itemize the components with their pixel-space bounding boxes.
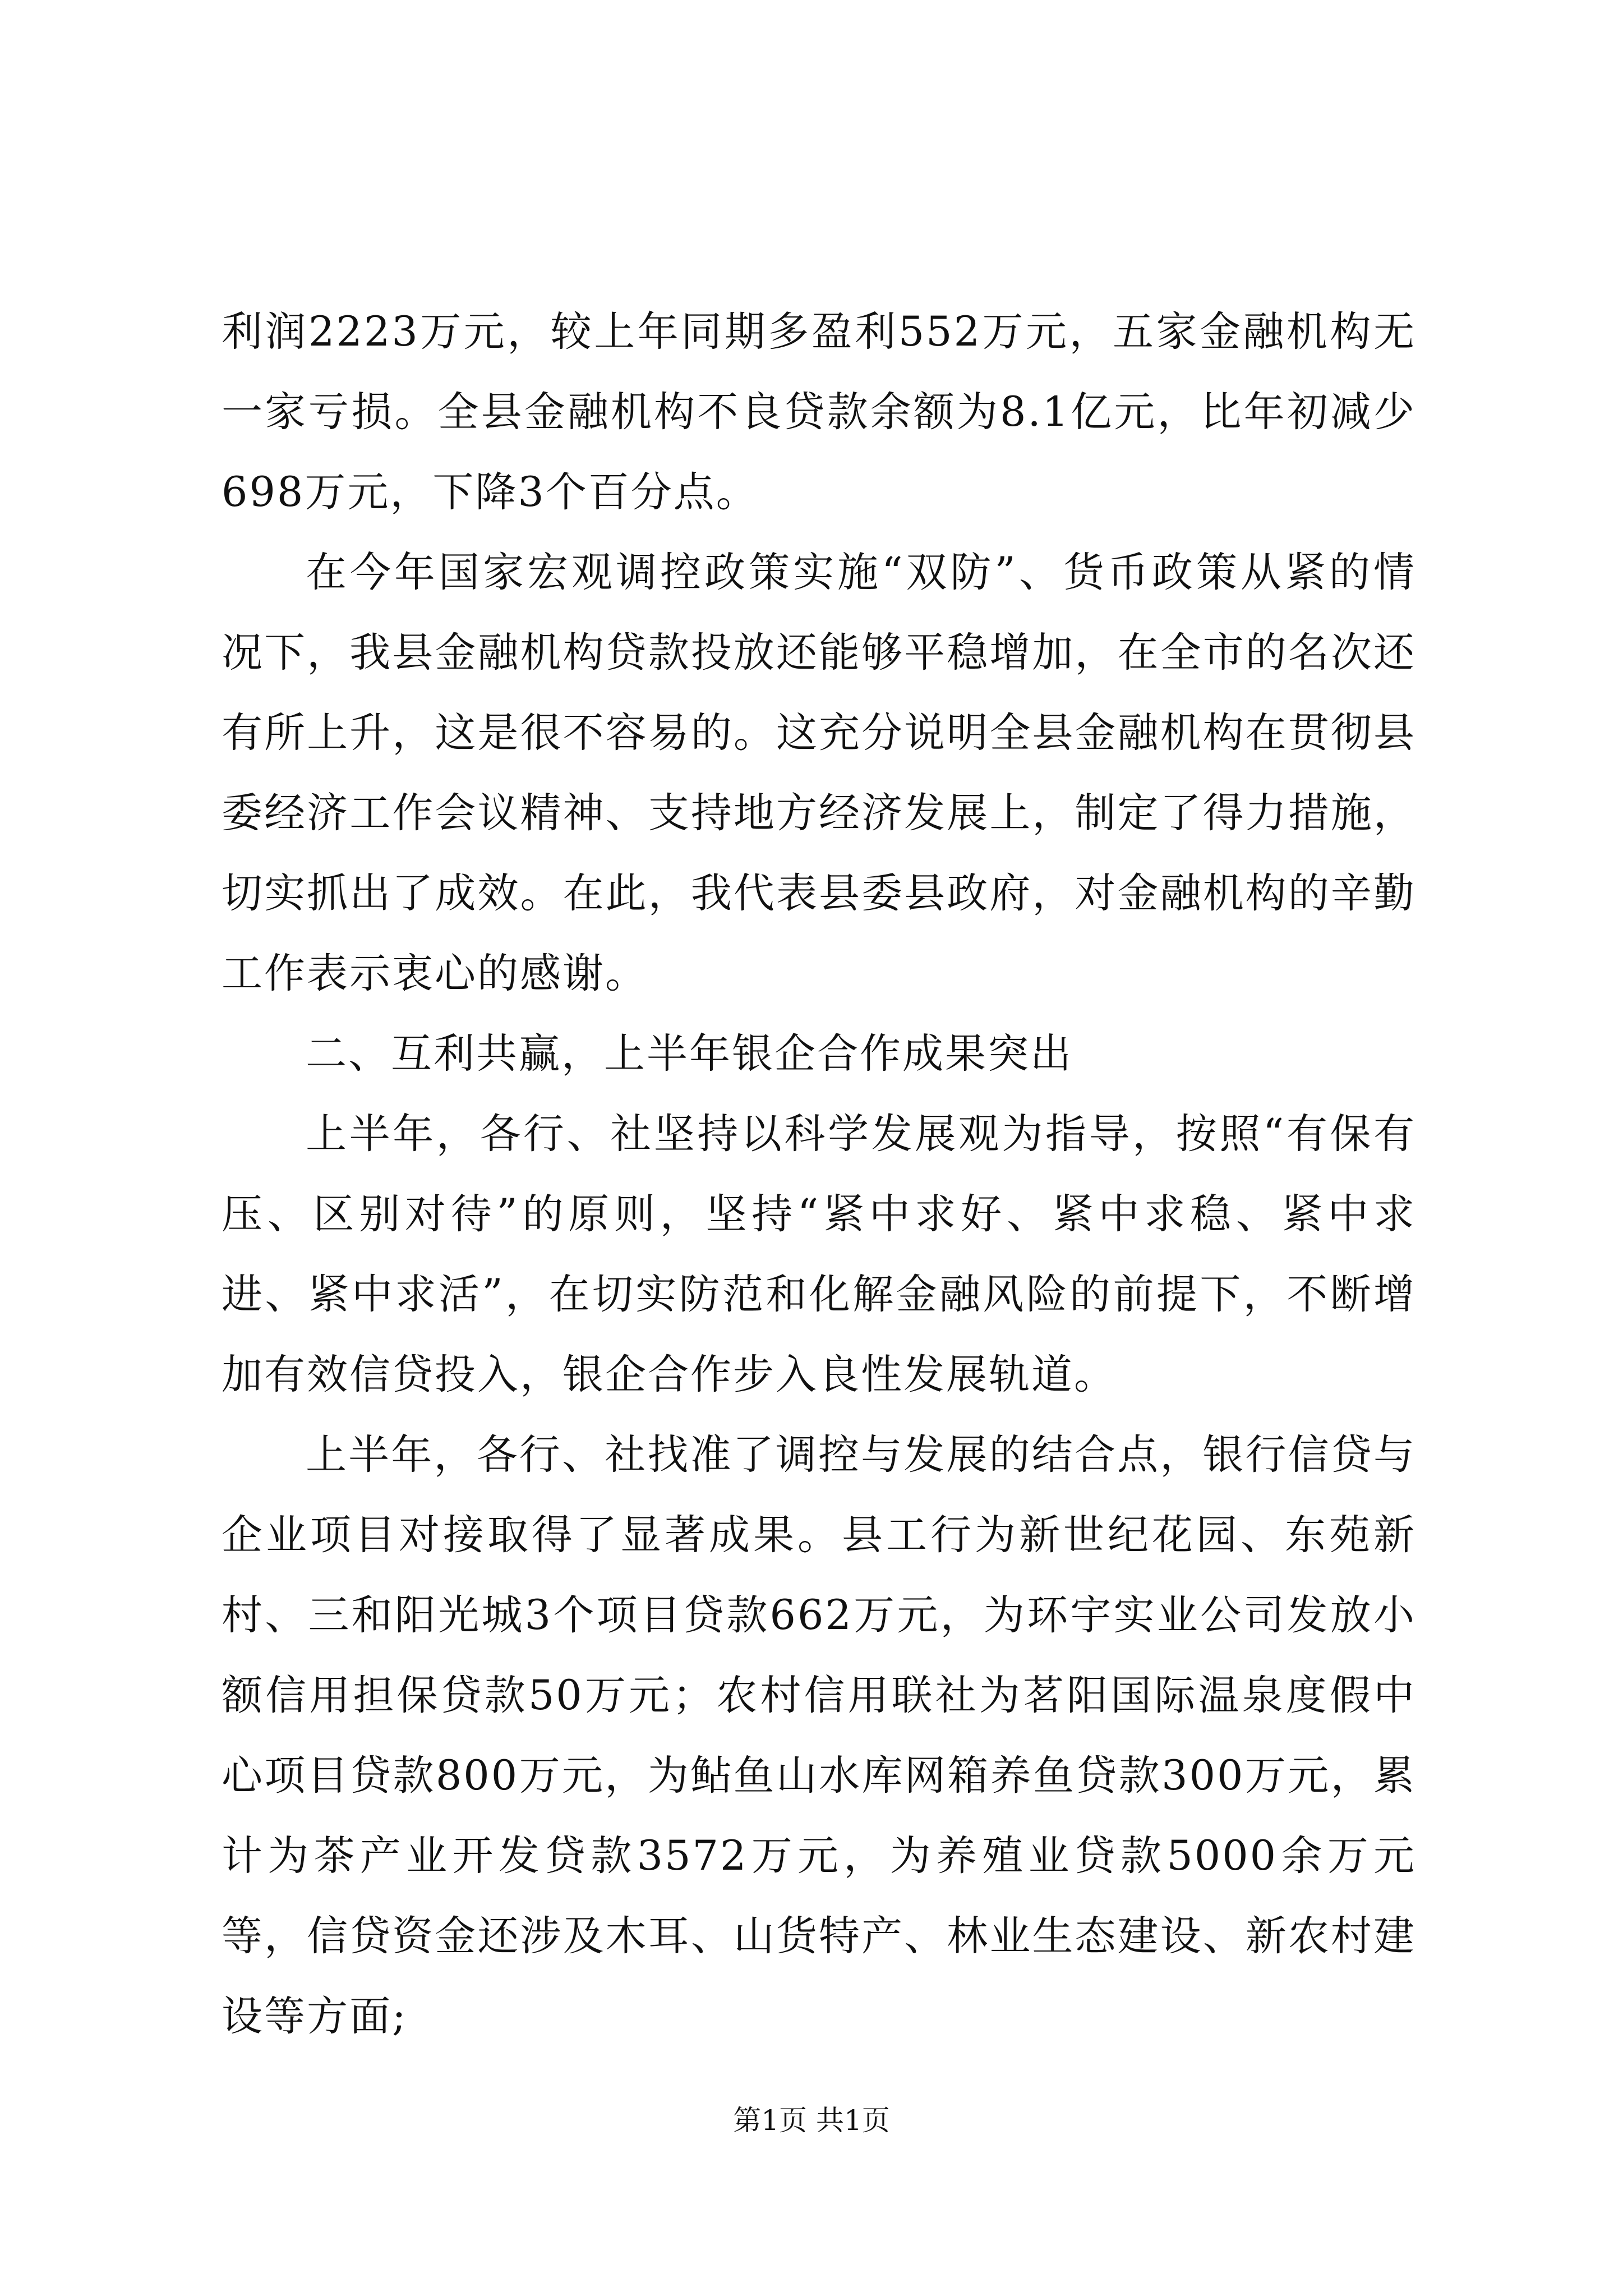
section-heading: 二、互利共赢，上半年银企合作成果突出 xyxy=(306,1030,1073,1078)
paragraph-continued: 利润2223万元，较上年同期多盈利552万元，五家金融机构无一家亏损。全县金融机构不良贷款余额为8.1亿元，比年初减少698万元，下降3个百分点。 xyxy=(222,308,1416,516)
document-body xyxy=(222,292,1416,2056)
page-footer: 第1页 共1页 xyxy=(733,2104,890,2137)
paragraph: 在今年国家宏观调控政策实施“双防”、货币政策从紧的情况下，我县金融机构贷款投放还能够平稳增加，在全市的名次还有所上升，这是很不容易的。这充分说明全县金融机构在贯彻县委经济工作会议精神、支持地方经济发展上，制定了得力措施，切实抓出了成效。在此，我代表县委县政府，对金融机构的辛勤工作表示衷心的感谢。 xyxy=(222,549,1416,997)
paragraph: 上半年，各行、社坚持以科学发展观为指导，按照“有保有压、区别对待”的原则，坚持“紧中求好、紧中求稳、紧中求进、紧中求活”，在切实防范和化解金融风险的前提下，不断增加有效信贷投入，银企合作步入良性发展轨道。 xyxy=(222,1110,1416,1398)
paragraph: 上半年，各行、社找准了调控与发展的结合点，银行信贷与企业项目对接取得了显著成果。县工行为新世纪花园、东苑新村、三和阳光城3个项目贷款662万元，为环宇实业公司发放小额信用担保贷款50万元；农村信用联社为茗阳国际温泉度假中心项目贷款800万元，为鲇鱼山水库网箱养鱼贷款300万元，累计为茶产业开发贷款3572万元，为养殖业贷款5000余万元等，信贷资金还涉及木耳、山货特产、林业生态建设、新农村建设等方面; xyxy=(222,1431,1416,2040)
